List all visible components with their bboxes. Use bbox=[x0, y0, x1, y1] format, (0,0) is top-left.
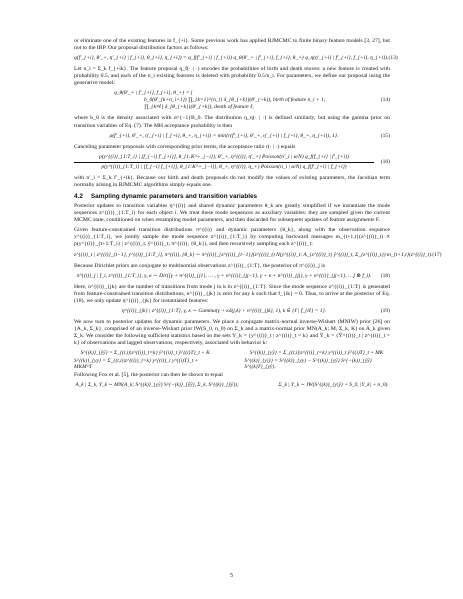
section-number: 4.2 bbox=[74, 192, 83, 200]
sufficient-stats-row-2 bbox=[74, 358, 390, 370]
equation-13-body: q(f′_{+i}, θ′_+, η′_{+i} | f_{+i}, θ_{+i}, η_{+i}) = q_f(f′_{+i} | f_{+i}) q_θ(θ′_+ | f′_{+i}, f_{+i}, θ_+) q_η(η′_{+i} | f′_{+i}, f_{+i}, η_{+i}). bbox=[74, 55, 389, 62]
equation-17-body: z^{(i)}_t | z^{(i)}_{t−1}, y^{(i)}_{1:T_i}, π^{(i)}, {θ_k} ∼ π^{(i)}_{z^{(i)}_{t−1}}(z^{(i)}_t) N(y^{(i)}_t; A_{z^{(i)}_t} ỹ^{(i)}_t, Σ_{z^{(i)}_t}) m_{t+1,t}(z^{(i)}_t). bbox=[74, 251, 433, 258]
paragraph-11: Following Fox et al. [5], the posterior can then be shown to equal bbox=[74, 372, 223, 379]
equation-14-case-death: ∏_{k≠ℓ} δ_{θ_{+k}}(θ′_{+k}), death of feature ℓ, bbox=[144, 104, 254, 111]
equation-18 bbox=[74, 273, 390, 280]
equation-15-number: (15) bbox=[380, 132, 390, 139]
equation-18-body: π^{(i)}_j | f_i, z^{(i)}_{1:T_i}, γ, κ ∼ Dir([γ + n^{(i)}_{j1}, … , γ + n^{(i)}_{jj−1}, γ + κ + n^{(i)}_{jj}, γ + n^{(i)}_{jj+1}, …] ⊗ f_i). bbox=[76, 272, 372, 279]
paragraph-3: where b_0 is the density associated with α^{−1}B_0. The distribution q_η(· | ·) is defined similarly, but using the gamma prior on transition variables of Eq. (7). The MH acceptance probability is then bbox=[74, 115, 390, 129]
equation-14-case-birth: b_0(θ′_{k+n_i+1}) ∏_{k=1}^{n_i} δ_{θ_{+k}}(θ′_{+k}), birth of feature n_i + 1; bbox=[144, 97, 326, 104]
equation-13-number: (13) bbox=[388, 55, 398, 62]
paragraph-8: Because Dirichlet priors are conjugate to multinomial observations z^{(i)}_{1:T}, the posterior of π^{(i)}_j is bbox=[74, 262, 326, 269]
equation-16-denominator: p(y^{(i)}_{1:T_i} | [f_{−i} f_{+i}], θ_{1:K^+_{−i}}, θ_+, η^{(i)}, η_+) Poisson(n_i | α/N) q_f(f′_{+i} | f_{+i}) bbox=[101, 163, 347, 170]
section-heading bbox=[74, 193, 390, 200]
paragraph-7: Given feature-constrained transition distributions π^{(i)} and dynamic parameters {θ_k}, along with the observation sequence y^{(i)}_{1:T_i}, we jointly sample the mode sequence z^{(i)}_{1:T_i} by computing backward messages m_{t+1,t}(z^{(i)}_t) ∝ p(y^{(i)}_{t+1:T_i} | z^{(i)}_t, ỹ^{(i)}_t, π^{(i)}, {θ_k}), and then recursively sampling each z^{(i)}_t: bbox=[74, 227, 390, 248]
equation-17 bbox=[74, 251, 442, 259]
stat-s-y-given-ytilde: S^{(k)}_{y|ỹ} = S^{(k)}_{yy} − S^{(k)}_{yỹ} S^{−(k)}_{ỹỹ} S^{(k)T}_{yỹ}. bbox=[244, 358, 372, 371]
equation-19 bbox=[74, 308, 390, 315]
paragraph-9: Here, n^{(i)}_{jk} are the number of transitions from mode j to k in z^{(i)}_{1:T}. Since the mode sequence z^{(i)}_{1:T} is generated from feature-constrained transition distributions, n^{(i)}_{jk} is zero for any k such that f_{ik} = 0. Thus, to arrive at the posterior of Eq. (18), we only update η^{(i)}_{jk} for instantiated features: bbox=[74, 283, 390, 304]
equation-15-body: ρ(f′_{+i}, θ′_+, η′_{+i} | f_{+i}, θ_+, η_{+i}) = min{r(f′_{+i}, θ′_+, η′_{+i} | f_{+i}, θ_+, η_{+i}), 1}. bbox=[109, 132, 339, 139]
page-number: 5 bbox=[230, 573, 233, 579]
equation-16-numerator: p(y^{(i)}_{1:T_i} | [f_{−i} f′_{+i}], θ_{1:K^+_{−i}}, θ′_+, η^{(i)}, η′_+) Poisson(n′_i | α/N) q_f(f_{+i} | f′_{+i}) bbox=[74, 154, 374, 163]
paragraph-5: with n′_i = Σ_k f′_{+ik}. Because our birth and death proposals do not modify the values of existing parameters, the Jacobian term normally arising in RJMCMC algorithms simply equals one. bbox=[74, 174, 390, 188]
paragraph-2: Let n_i = Σ_k f_{+ik}. The feature proposal q_f(· | ·) encodes the probabilities of birth and death moves: a new feature is created with probability 0.5, and each of the n_i existing features is deleted with probability 0.5/n_i. For parameters, we define our proposal using the generative model: bbox=[74, 66, 390, 87]
paragraph-1: or eliminate one of the existing features in f_{+i}. Some previous work has applied RJMCMC to finite binary feature models [3, 27], but not to the IBP. Our proposal distribution factors as follows: bbox=[74, 38, 390, 52]
posterior-a-k: A_k | Σ_k, Y_k ∼ MN(A_k; S^{(k)}_{yỹ} S^{−(k)}_{ỹỹ}, Σ_k, S^{(k)}_{ỹỹ}), bbox=[75, 382, 239, 389]
sufficient-stats-row-1 bbox=[74, 350, 390, 356]
equation-16 bbox=[74, 154, 390, 171]
equation-19-body: η^{(i)}_{jk} | z^{(i)}_{1:T}, γ, κ ∼ Gamma(γ + κδ(j,k) + n^{(i)}_{jk}, 1), k ∈ {ℓ | f_{iℓ} = 1}. bbox=[121, 307, 327, 314]
equation-14-number: (14) bbox=[380, 97, 390, 104]
equation-16-body bbox=[74, 154, 374, 171]
equation-18-number: (18) bbox=[380, 272, 390, 279]
stat-s-y-ytilde: S^{(k)}_{yỹ} = Σ_{(t,i)|z^{(i)}_t=k} y^{(i)}_t ỹ^{(i)T}_t + MK bbox=[249, 350, 384, 357]
posterior-sigma-k: Σ_k | Y_k ∼ IW(S^{(k)}_{y|ỹ} + S_0, |Y_k| + n_0). bbox=[278, 382, 389, 389]
equation-15 bbox=[74, 133, 390, 140]
equation-13 bbox=[74, 55, 398, 62]
paragraph-4: Canceling parameter proposals with corresponding prior terms, the acceptance ratio r(· | ·) equals bbox=[74, 143, 296, 150]
posterior-row bbox=[74, 382, 390, 388]
paragraph-10: We now turn to posterior updates for dynamic parameters. We place a conjugate matrix-normal inverse-Wishart (MNIW) prior [26] on {A_k, Σ_k}, comprised of an inverse-Wishart prior IW(S_0, n_0) on Σ_k and a matrix-normal prior MN(A_k; M, Σ_k, K) on A_k given Σ_k. We consider the following sufficient statistics based on the sets Y_k = {y^{(i)}_t | z^{(i)}_t = k} and Ỹ_k = {Ỹ^{(i)}_t | z^{(i)}_t = k} of observations and lagged observations, respectively, associated with behavior k: bbox=[74, 318, 390, 347]
equation-19-number: (19) bbox=[380, 307, 390, 314]
paragraph-6: Posterior updates to transition variables η^{(i)} and shared dynamic parameters θ_k are greatly simplified if we instantiate the mode sequences z^{(i)}_{1:T_i} for each object i. We treat these mode sequences as auxiliary variables: they are sampled given the current MCMC state, conditioned on when resampling model parameters, and then discarded for subsequent updates of feature assignments F. bbox=[74, 202, 390, 224]
equation-14-lhs: q_θ(θ′_+ | f′_{+i}, f_{+i}, θ_+) = { bbox=[114, 90, 193, 97]
paper-body bbox=[74, 38, 442, 390]
section-title: Sampling dynamic parameters and transition variables bbox=[90, 192, 258, 200]
equation-16-number: (16) bbox=[380, 158, 390, 165]
equation-17-number: (17) bbox=[432, 251, 442, 258]
equation-14-body bbox=[74, 90, 374, 111]
stat-s-ytilde-ytilde: S^{(k)}_{ỹỹ} = Σ_{(t,i)|z^{(i)}_t=k} ỹ^{(i)}_t ỹ^{(i)T}_t + K bbox=[80, 350, 210, 357]
equation-14 bbox=[74, 90, 390, 111]
stat-s-yy: S^{(k)}_{yy} = Σ_{(t,i)|z^{(i)}_t=k} y^{(i)}_t y^{(i)T}_t + MKM^T bbox=[74, 358, 199, 371]
